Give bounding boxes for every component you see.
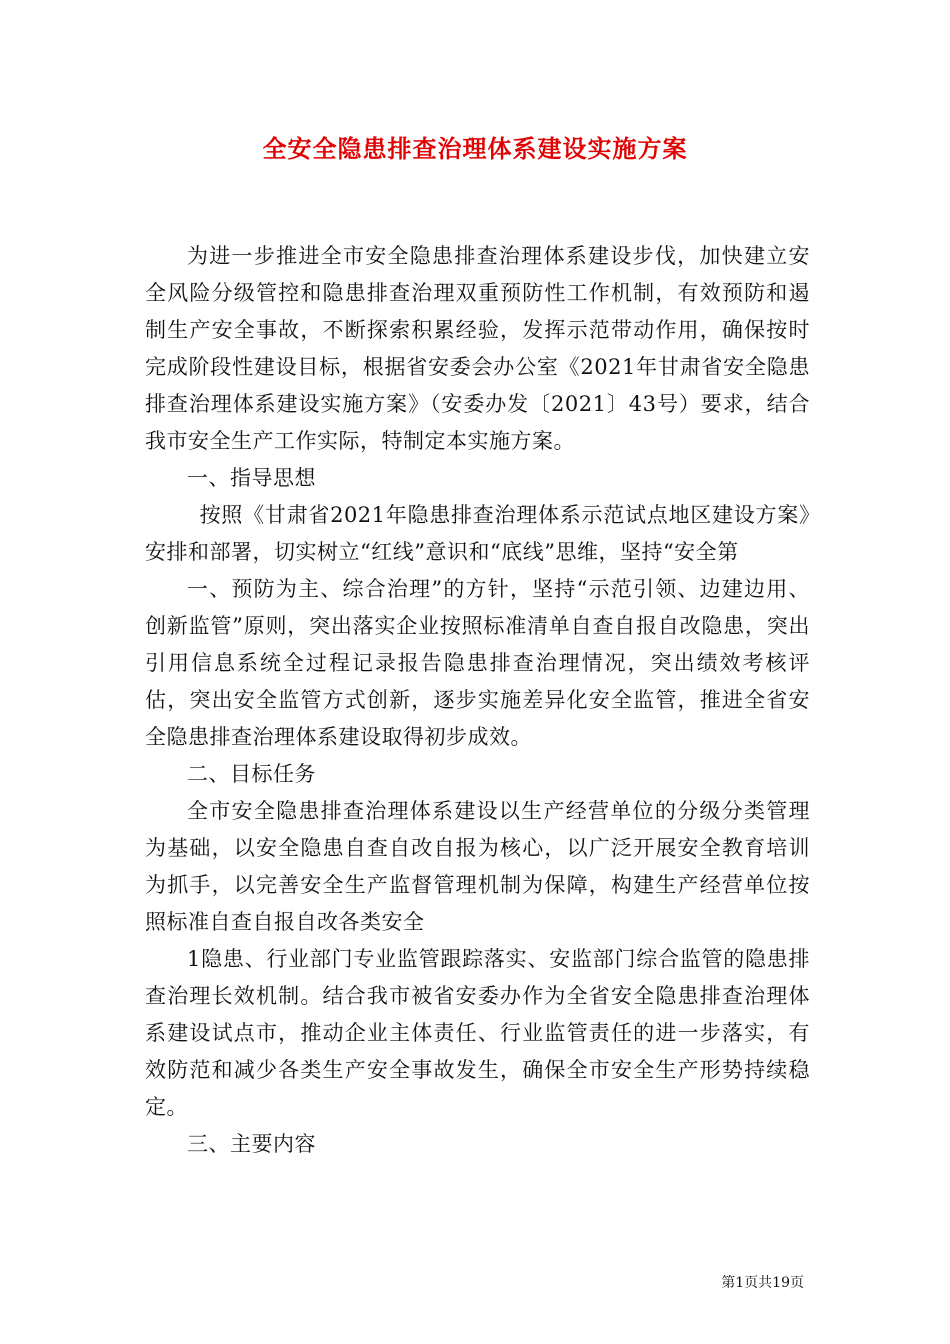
guiding-ideology-continuation: 一、预防为主、综合治理”的方针，坚持“示范引领、边建边用、创新监管”原则，突出落实企业按照标准清单自查自报自改隐患，突出引用信息系统全过程记录报告隐患排查治理情况，突出绩效考核评估，突出安全监管方式创新，逐步实施差异化安全监管，推进全省安全隐患排查治理体系建设取得初步成效。 <box>145 577 810 749</box>
section-heading-main-content: 三、主要内容 <box>187 1132 316 1156</box>
objectives-paragraph: 全市安全隐患排查治理体系建设以生产经营单位的分级分类管理为基础，以安全隐患自查自改自报为核心，以广泛开展安全教育培训为抓手，以完善安全生产监督管理机制为保障，构建生产经营单位按照标准自查自报自改各类安全 <box>145 799 810 934</box>
intro-paragraph: 为进一步推进全市安全隐患排查治理体系建设步伐，加快建立安全风险分级管控和隐患排查治理双重预防性工作机制，有效预防和遏制生产安全事故，不断探索积累经验，发挥示范带动作用，确保按时完成阶段性建设目标，根据省安委会办公室《2021年甘肃省安全隐患排查治理体系建设实施方案》（安委办发〔2021〕43号）要求，结合我市安全生产工作实际，特制定本实施方案。 <box>145 244 810 453</box>
document-body <box>145 238 810 1163</box>
guiding-ideology-paragraph: 按照《甘肃省2021年隐患排查治理体系示范试点地区建设方案》安排和部署，切实树立“红线”意识和“底线”思维，坚持“安全第 <box>145 503 810 564</box>
section-heading-guiding-ideology: 一、指导思想 <box>187 466 316 490</box>
section-heading-objectives: 二、目标任务 <box>187 762 316 786</box>
objectives-continuation: 1隐患、行业部门专业监管跟踪落实、安监部门综合监管的隐患排查治理长效机制。结合我市被省安委办作为全省安全隐患排查治理体系建设试点市，推动企业主体责任、行业监管责任的进一步落实，有效防范和减少各类生产安全事故发生，确保全市安全生产形势持续稳定。 <box>145 947 810 1119</box>
document-title: 全安全隐患排查治理体系建设实施方案 <box>262 134 688 163</box>
page-number-footer: 第1页共19页 <box>721 1275 804 1291</box>
